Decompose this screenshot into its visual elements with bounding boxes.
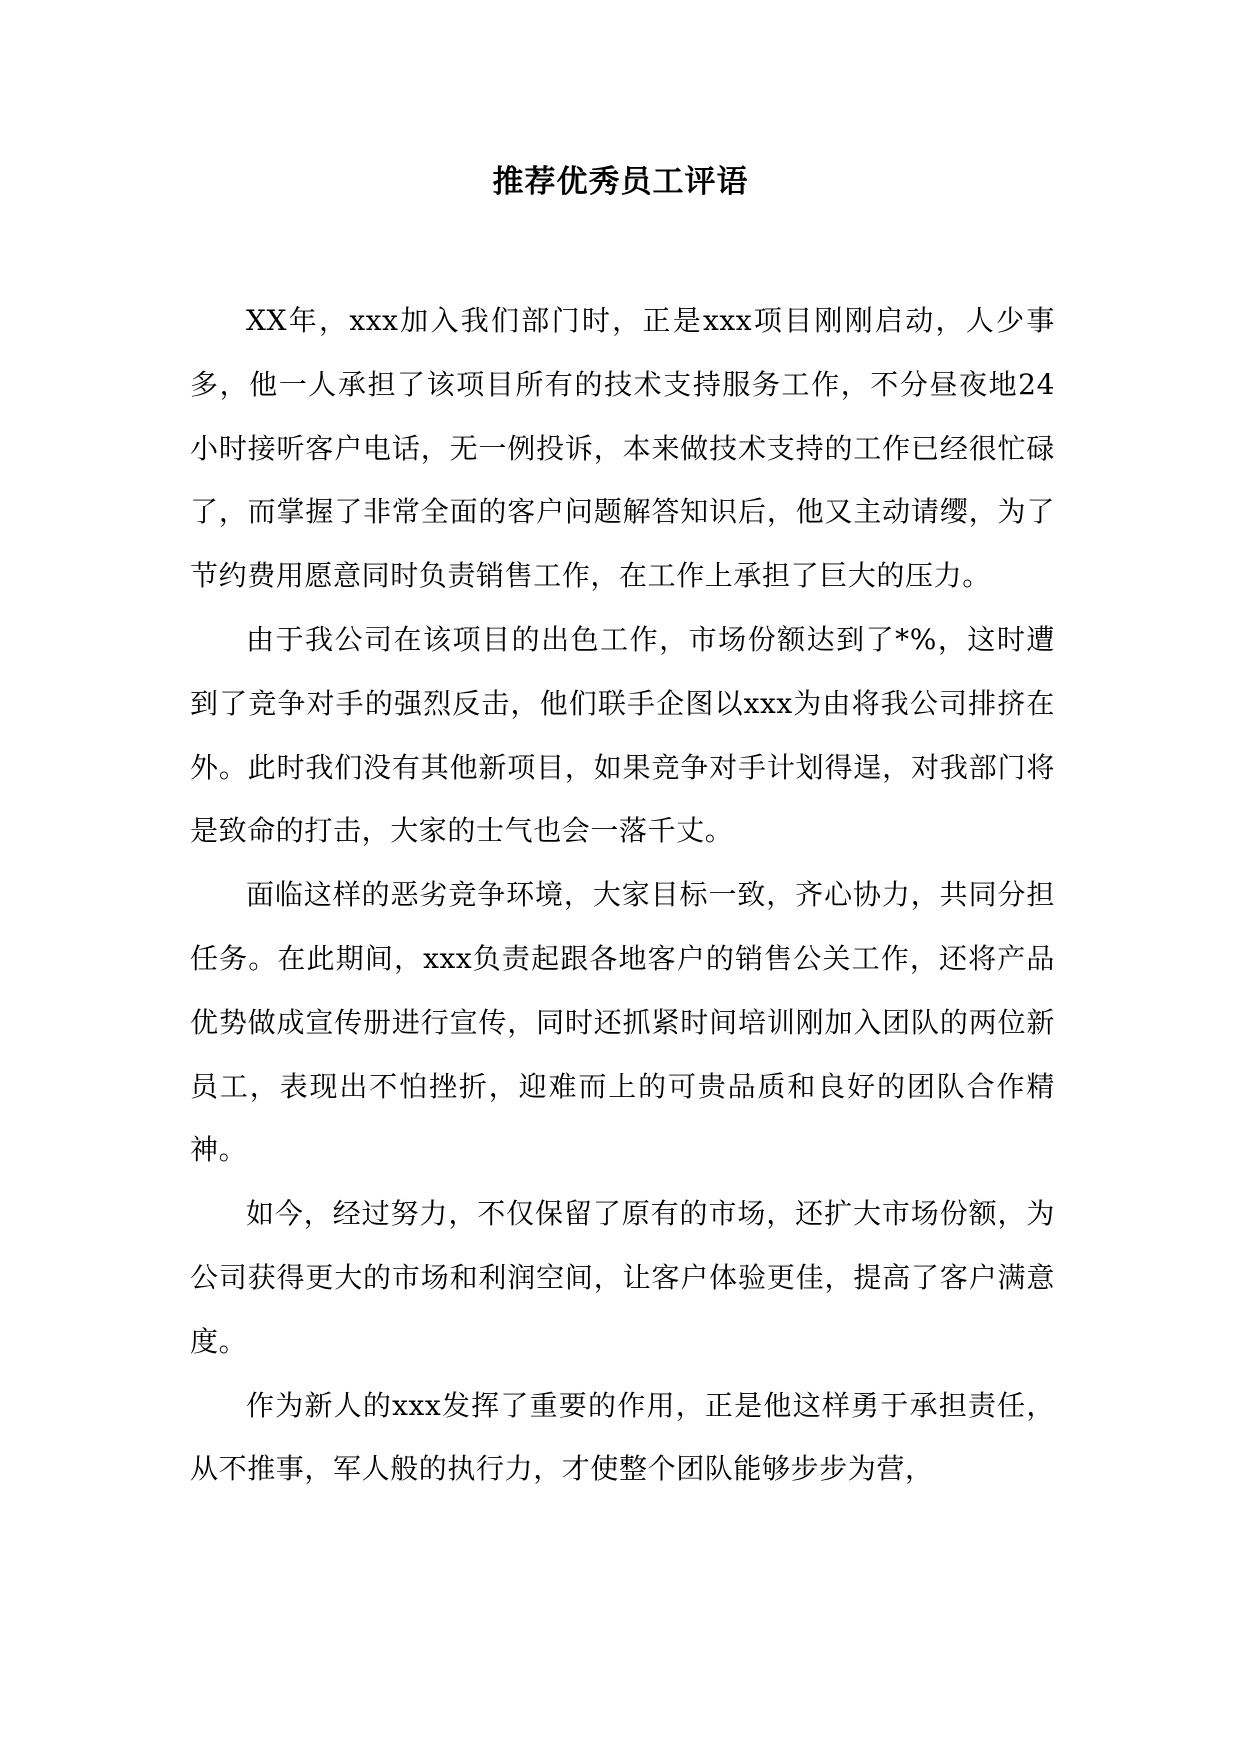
paragraph-2: 由于我公司在该项目的出色工作，市场份额达到了*%，这时遭到了竞争对手的强烈反击，他们联手企图以xxx为由将我公司排挤在外。此时我们没有其他新项目，如果竞争对手计划得逞，对我部门将是致命的打击，大家的士气也会一落千丈。 [190,622,1055,848]
document-body [190,289,1055,1501]
paragraph-4: 如今，经过努力，不仅保留了原有的市场，还扩大市场份额，为公司获得更大的市场和利润空间，让客户体验更佳，提高了客户满意度。 [190,1197,1055,1358]
paragraph-5: 作为新人的xxx发挥了重要的作用，正是他这样勇于承担责任，从不推事，军人般的执行力，才使整个团队能够步步为营， [190,1388,1055,1486]
document-title: 推荐优秀员工评语 [492,164,749,200]
paragraph-3: 面临这样的恶劣竞争环境，大家目标一致，齐心协力，共同分担任务。在此期间，xxx负责起跟各地客户的销售公关工作，还将产品优势做成宣传册进行宣传，同时还抓紧时间培训刚加入团队的两位新员工，表现出不怕挫折，迎难而上的可贵品质和良好的团队合作精神。 [190,878,1055,1167]
paragraph-1: XX年，xxx加入我们部门时，正是xxx项目刚刚启动，人少事多，他一人承担了该项目所有的技术支持服务工作，不分昼夜地24小时接听客户电话，无一例投诉，本来做技术支持的工作已经很忙碌了，而掌握了非常全面的客户问题解答知识后，他又主动请缨，为了节约费用愿意同时负责销售工作，在工作上承担了巨大的压力。 [190,304,1055,593]
